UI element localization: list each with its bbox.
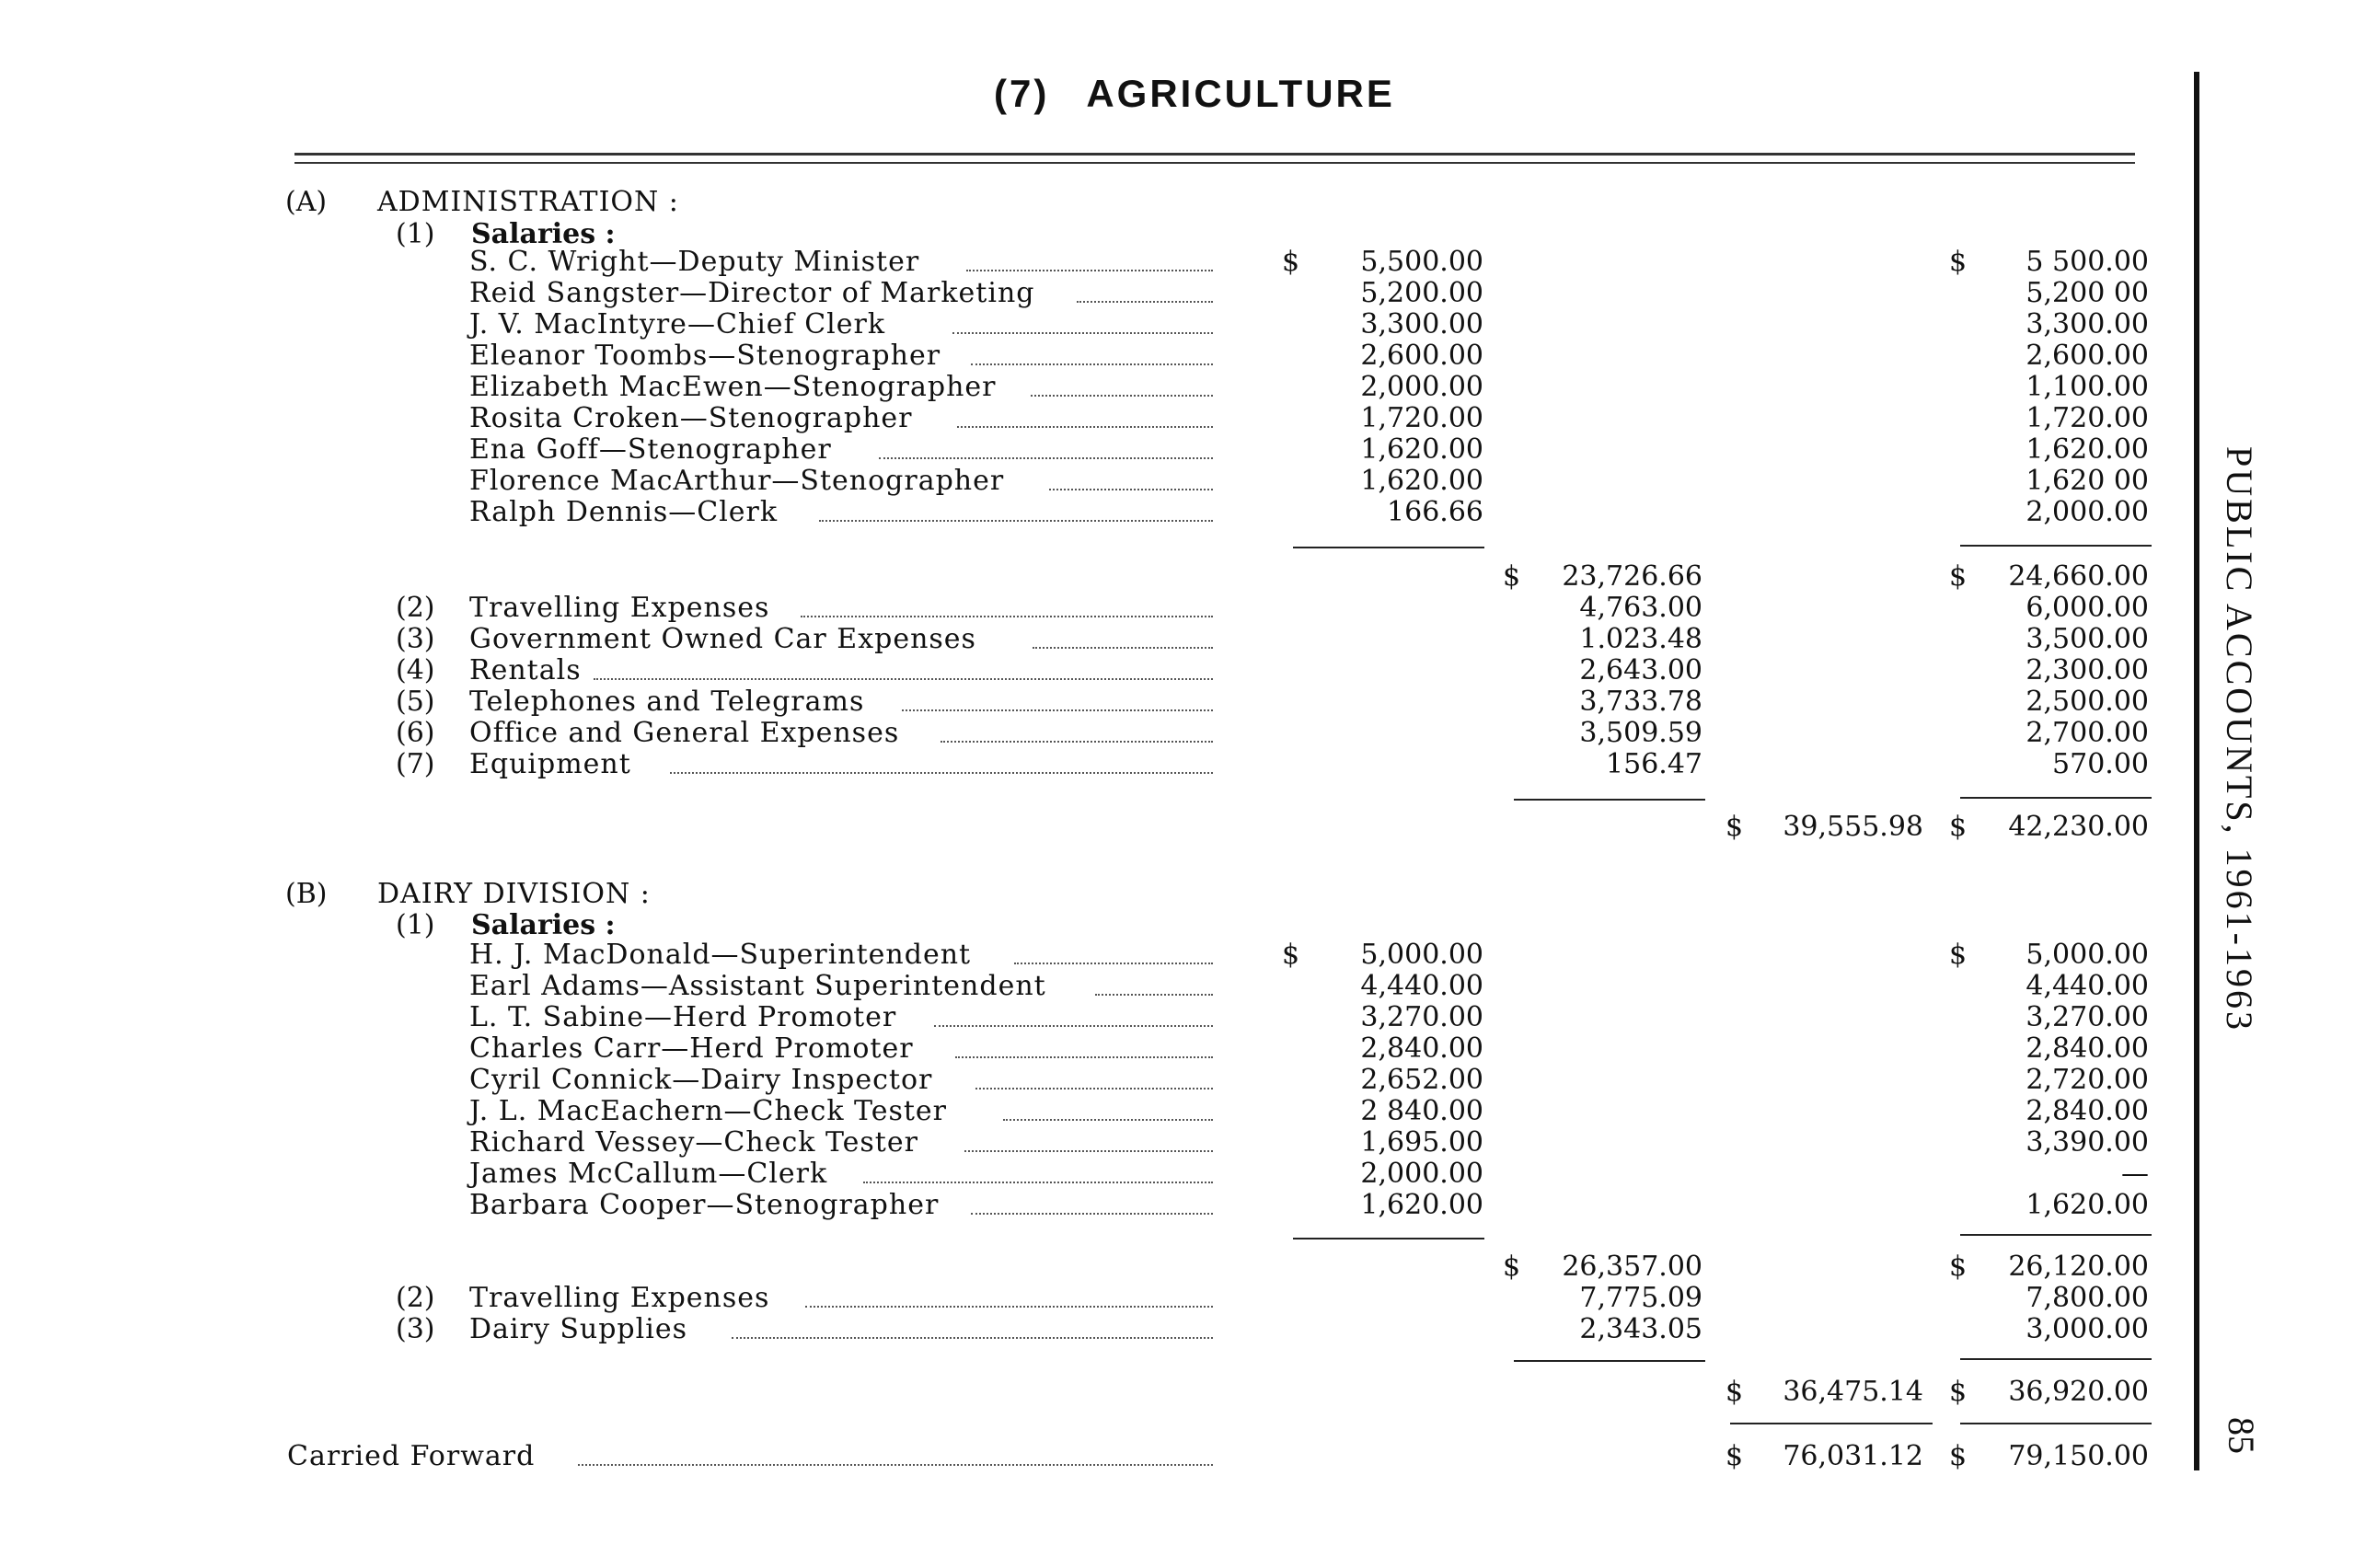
employee-name: Barbara Cooper—Stenographer [469, 1189, 940, 1221]
currency-symbol: $ [1949, 1440, 1968, 1472]
expense-label: Travelling Expenses [469, 1282, 770, 1314]
salaries-estimate-total: 24,660.00 [2008, 560, 2149, 593]
leader-dots [902, 709, 1213, 711]
expense-amount: 156.47 [1606, 748, 1702, 780]
estimate-amount: 2,300.00 [2026, 654, 2149, 686]
expense-amount: 3,509.59 [1579, 717, 1702, 749]
salary-amount: 2,000.00 [1360, 371, 1483, 403]
currency-symbol: $ [1725, 1440, 1744, 1472]
salaries-subtotal-row [0, 1251, 2190, 1283]
leader-dots [971, 363, 1213, 365]
expense-label: Office and General Expenses [469, 717, 900, 749]
subtotal-rule [1514, 799, 1705, 801]
salaries-total: 26,357.00 [1562, 1251, 1702, 1283]
currency-symbol: $ [1725, 811, 1744, 843]
employee-name: S. C. Wright—Deputy Minister [469, 246, 920, 278]
item-number: (6) [396, 717, 435, 749]
estimate-amount: 2,600.00 [2026, 340, 2149, 372]
item-number: (4) [396, 654, 435, 686]
header-rule-2 [294, 162, 2135, 164]
salaries-estimate-total: 26,120.00 [2008, 1251, 2149, 1283]
page-title [994, 72, 1395, 116]
item-number: (7) [396, 748, 435, 780]
currency-symbol: $ [1282, 939, 1300, 971]
estimate-amount: 2,700.00 [2026, 717, 2149, 749]
currency-symbol: $ [1949, 1251, 1968, 1283]
estimate-amount: 3,390.00 [2026, 1126, 2149, 1159]
salary-amount: 1,695.00 [1360, 1126, 1483, 1159]
table-row [0, 749, 2190, 780]
estimate-amount: 4,440.00 [2026, 970, 2149, 1002]
expense-label: Dairy Supplies [469, 1313, 687, 1345]
table-row [0, 1033, 2190, 1065]
table-row [0, 403, 2190, 434]
employee-name: J. V. MacIntyre—Chief Clerk [469, 308, 886, 340]
section-total: 39,555.98 [1783, 811, 1923, 843]
table-row [0, 1159, 2190, 1190]
salary-amount: 4,440.00 [1360, 970, 1483, 1002]
subtotal-rule [1960, 545, 2152, 547]
subtotal-rule [1514, 1360, 1705, 1362]
currency-symbol: $ [1503, 1251, 1521, 1283]
carried-forward-estimate: 79,150.00 [2008, 1440, 2149, 1472]
leader-dots [1095, 994, 1213, 996]
estimate-amount: 570.00 [2052, 748, 2149, 780]
leader-dots [1003, 1119, 1213, 1121]
leader-dots [971, 1213, 1213, 1215]
expense-label: Travelling Expenses [469, 592, 770, 624]
salary-amount: 1,620.00 [1360, 465, 1483, 497]
section-a-heading [0, 187, 2190, 218]
leader-dots [1033, 647, 1213, 649]
employee-name: Ena Goff—Stenographer [469, 433, 832, 466]
employee-name: Charles Carr—Herd Promoter [469, 1032, 914, 1065]
section-title: AGRICULTURE [1086, 72, 1395, 115]
salary-amount: 2,840.00 [1360, 1032, 1483, 1065]
page-number: 85 [2221, 1417, 2262, 1454]
estimate-amount: 1,620.00 [2026, 1189, 2149, 1221]
section-estimate-total: 36,920.00 [2008, 1376, 2149, 1408]
leader-dots [1049, 489, 1213, 490]
leader-dots [934, 1025, 1213, 1027]
section-b-heading [0, 879, 2190, 910]
section-number: (7) [994, 72, 1050, 115]
currency-symbol: $ [1949, 811, 1968, 843]
expense-label: Government Owned Car Expenses [469, 623, 976, 655]
employee-name: Eleanor Toombs—Stenographer [469, 340, 941, 372]
leader-dots [805, 1306, 1213, 1308]
section-total: 36,475.14 [1783, 1376, 1923, 1408]
employee-name: Elizabeth MacEwen—Stenographer [469, 371, 997, 403]
leader-dots [966, 270, 1213, 271]
estimate-amount: 1,720.00 [2026, 402, 2149, 434]
salaries-total: 23,726.66 [1562, 560, 1702, 593]
table-row [0, 940, 2190, 971]
table-row [0, 971, 2190, 1002]
subtotal-rule [1293, 547, 1484, 548]
table-row [0, 466, 2190, 497]
salary-amount: 2,652.00 [1360, 1064, 1483, 1096]
table-row [0, 1190, 2190, 1221]
estimate-amount: 3,000.00 [2026, 1313, 2149, 1345]
salary-amount: 5,000.00 [1360, 939, 1483, 971]
carried-forward-total: 76,031.12 [1783, 1440, 1923, 1472]
table-row [0, 247, 2190, 278]
currency-symbol: $ [1503, 560, 1521, 593]
currency-symbol: $ [1949, 1376, 1968, 1408]
section-a-salaries-heading [0, 219, 2190, 250]
employee-name: L. T. Sabine—Herd Promoter [469, 1001, 897, 1033]
section-b-salaries-heading [0, 910, 2190, 941]
item-number: (2) [396, 592, 435, 624]
estimate-amount: 2,840.00 [2026, 1032, 2149, 1065]
estimate-amount: 3,300.00 [2026, 308, 2149, 340]
subtotal-rule [1960, 1358, 2152, 1360]
employee-name: Cyril Connick—Dairy Inspector [469, 1064, 933, 1096]
leader-dots [1014, 963, 1213, 964]
section-letter: (A) [285, 186, 328, 218]
leader-dots [863, 1182, 1213, 1183]
estimate-amount: 1,620.00 [2026, 433, 2149, 466]
table-row [0, 372, 2190, 403]
leader-dots [1031, 395, 1213, 397]
salaries-label: Salaries : [471, 218, 616, 250]
total-rule [1960, 1423, 2152, 1424]
item-number: (3) [396, 623, 435, 655]
running-title: PUBLIC ACCOUNTS, 1961-1963 [2219, 446, 2260, 1032]
currency-symbol: $ [1725, 1376, 1744, 1408]
currency-symbol: $ [1949, 246, 1968, 278]
estimate-amount: 5,200 00 [2026, 277, 2149, 309]
expense-amount: 1.023.48 [1579, 623, 1702, 655]
employee-name: Ralph Dennis—Clerk [469, 496, 779, 528]
expense-amount: 2,343.05 [1579, 1313, 1702, 1345]
table-row [0, 1314, 2190, 1345]
item-number: (1) [396, 909, 435, 941]
leader-dots [952, 332, 1213, 334]
section-a-total-row [0, 812, 2190, 843]
section-title: ADMINISTRATION : [377, 186, 679, 218]
estimate-amount: 2,720.00 [2026, 1064, 2149, 1096]
item-number: (1) [396, 218, 435, 250]
leader-dots [975, 1088, 1213, 1090]
estimate-amount: 6,000.00 [2026, 592, 2149, 624]
estimate-amount: 1,100.00 [2026, 371, 2149, 403]
table-row [0, 593, 2190, 624]
estimate-amount: 5 500.00 [2026, 246, 2149, 278]
expense-label: Rentals [469, 654, 582, 686]
section-b-total-row [0, 1377, 2190, 1408]
table-row [0, 340, 2190, 372]
leader-dots [964, 1150, 1213, 1152]
estimate-amount: 3,500.00 [2026, 623, 2149, 655]
expense-amount: 4,763.00 [1579, 592, 1702, 624]
table-row [0, 1283, 2190, 1314]
estimate-amount: 2,000.00 [2026, 496, 2149, 528]
header-rule [294, 153, 2135, 156]
salary-amount: 3,300.00 [1360, 308, 1483, 340]
salary-amount: 5,500.00 [1360, 246, 1483, 278]
currency-symbol: $ [1282, 246, 1300, 278]
salary-amount: 166.66 [1387, 496, 1483, 528]
employee-name: Florence MacArthur—Stenographer [469, 465, 1005, 497]
table-row [0, 718, 2190, 749]
salary-amount: 1,620.00 [1360, 433, 1483, 466]
leader-dots [1077, 301, 1213, 303]
table-row [0, 655, 2190, 686]
estimate-amount: 3,270.00 [2026, 1001, 2149, 1033]
expense-amount: 7,775.09 [1579, 1282, 1702, 1314]
estimate-amount: 7,800.00 [2026, 1282, 2149, 1314]
table-row [0, 686, 2190, 718]
leader-dots [578, 1464, 1213, 1466]
table-row [0, 278, 2190, 309]
salaries-label: Salaries : [471, 909, 616, 941]
employee-name: James McCallum—Clerk [469, 1158, 828, 1190]
estimate-amount: 5,000.00 [2026, 939, 2149, 971]
table-row [0, 624, 2190, 655]
employee-name: Earl Adams—Assistant Superintendent [469, 970, 1046, 1002]
table-row [0, 309, 2190, 340]
leader-dots [955, 1056, 1213, 1058]
leader-dots [801, 616, 1213, 617]
carried-forward-label: Carried Forward [287, 1440, 536, 1472]
salary-amount: 1,720.00 [1360, 402, 1483, 434]
salaries-subtotal-row [0, 561, 2190, 593]
leader-dots [732, 1337, 1213, 1339]
table-row [0, 434, 2190, 466]
item-number: (5) [396, 686, 435, 718]
salary-amount: 1,620.00 [1360, 1189, 1483, 1221]
expense-amount: 3,733.78 [1579, 686, 1702, 718]
employee-name: Rosita Croken—Stenographer [469, 402, 913, 434]
estimate-amount: 1,620 00 [2026, 465, 2149, 497]
employee-name: Reid Sangster—Director of Marketing [469, 277, 1035, 309]
leader-dots [819, 520, 1213, 522]
employee-name: Richard Vessey—Check Tester [469, 1126, 918, 1159]
subtotal-rule [1960, 1234, 2152, 1236]
estimate-amount: — [2121, 1158, 2149, 1190]
salary-amount: 2,000.00 [1360, 1158, 1483, 1190]
employee-name: H. J. MacDonald—Superintendent [469, 939, 972, 971]
leader-dots [941, 741, 1213, 743]
expense-label: Telephones and Telegrams [469, 686, 865, 718]
section-title: DAIRY DIVISION : [377, 878, 651, 910]
subtotal-rule [1960, 797, 2152, 799]
expense-amount: 2,643.00 [1579, 654, 1702, 686]
carried-forward-row [0, 1441, 2190, 1472]
expense-label: Equipment [469, 748, 631, 780]
leader-dots [670, 772, 1213, 774]
margin-rule [2194, 72, 2199, 1470]
subtotal-rule [1293, 1238, 1484, 1239]
salary-amount: 5,200.00 [1360, 277, 1483, 309]
table-row [0, 1096, 2190, 1127]
leader-dots [879, 457, 1213, 459]
salary-amount: 2 840.00 [1360, 1095, 1483, 1127]
section-estimate-total: 42,230.00 [2008, 811, 2149, 843]
item-number: (2) [396, 1282, 435, 1314]
leader-dots [957, 426, 1213, 428]
table-row [0, 1002, 2190, 1033]
currency-symbol: $ [1949, 939, 1968, 971]
salary-amount: 3,270.00 [1360, 1001, 1483, 1033]
leader-dots [594, 678, 1213, 680]
estimate-amount: 2,840.00 [2026, 1095, 2149, 1127]
table-row [0, 497, 2190, 528]
salary-amount: 2,600.00 [1360, 340, 1483, 372]
currency-symbol: $ [1949, 560, 1968, 593]
total-rule [1730, 1423, 1933, 1424]
table-row [0, 1127, 2190, 1159]
employee-name: J. L. MacEachern—Check Tester [469, 1095, 948, 1127]
table-row [0, 1065, 2190, 1096]
section-letter: (B) [285, 878, 328, 910]
item-number: (3) [396, 1313, 435, 1345]
estimate-amount: 2,500.00 [2026, 686, 2149, 718]
